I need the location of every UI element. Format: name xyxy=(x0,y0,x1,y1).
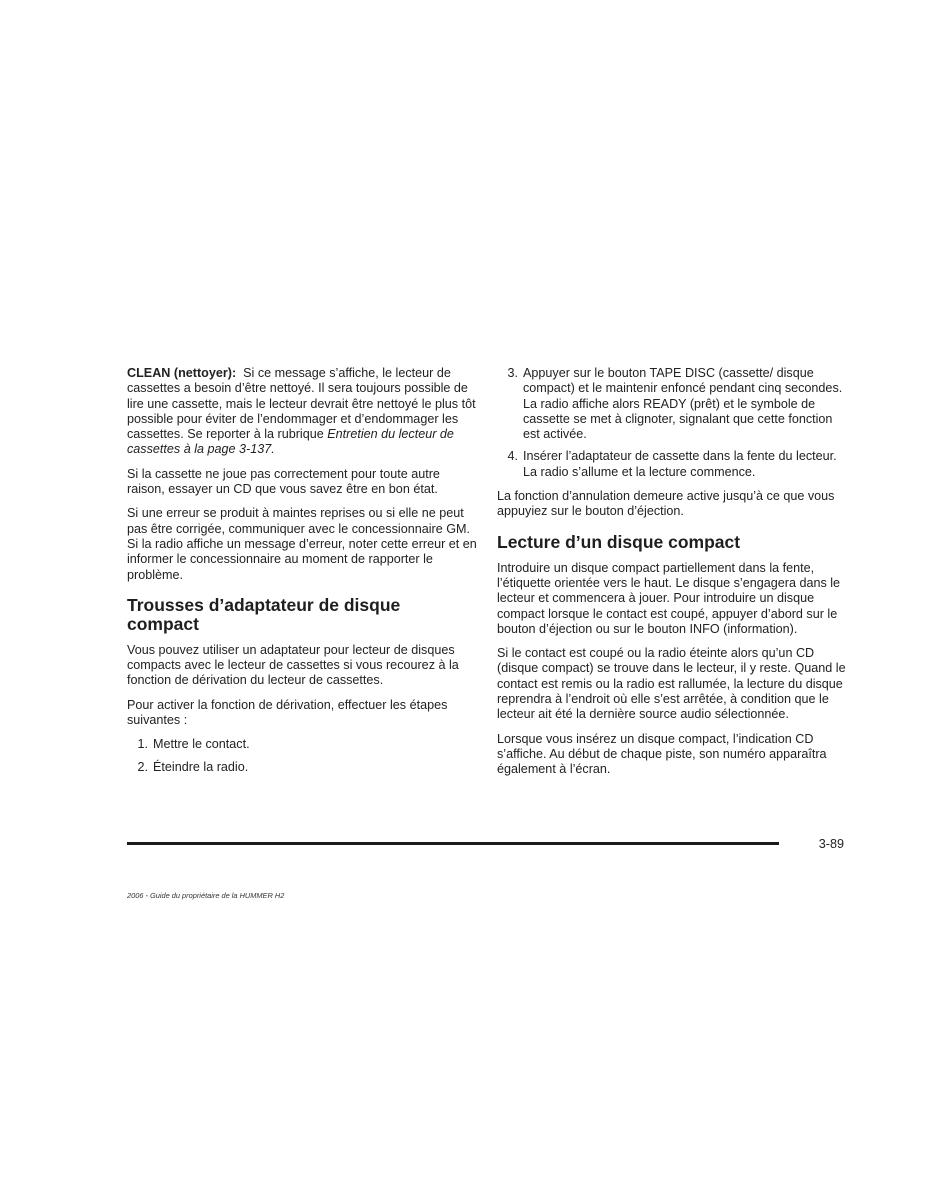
cancel-paragraph: La fonction d’annulation demeure active jusqu’à ce que vous appuyiez sur le bouton d’éjection. xyxy=(497,489,835,519)
adapter-paragraph: Vous pouvez utiliser un adaptateur pour lecteur de disques compacts avec le lecteur de cassettes si vous recourez à la fonction de dérivation du lecteur de cassettes. xyxy=(127,642,459,688)
error-paragraph: Si une erreur se produit à maintes reprises ou si elle ne peut pas être corrigée, communiquer avec le concessionnaire GM. Si la radio affiche un message d’erreur, noter cette erreur et en informer le concessionnaire au moment de rapporter le problème. xyxy=(127,506,477,582)
steps-list-right xyxy=(497,366,852,480)
left-column xyxy=(127,366,477,784)
page-divider xyxy=(127,842,779,845)
step-text: Appuyer sur le bouton TAPE DISC (cassette/ disque compact) et le maintenir enfoncé pendant cinq secondes. La radio affiche alors READY (prêt) et le symbole de cassette se met à clignoter, signalant que cette fonction est activée. xyxy=(523,366,843,442)
clean-paragraph xyxy=(127,366,477,458)
page-number: 3-89 xyxy=(818,837,844,851)
step-number: 3. xyxy=(507,366,518,380)
step-number: 2. xyxy=(137,759,148,774)
display-paragraph: Lorsque vous insérez un disque compact, l’indication CD s’affiche. Au début de chaque piste, son numéro apparaîtra également à l’écran. xyxy=(497,731,827,777)
step-text: Insérer l’adaptateur de cassette dans la fente du lecteur. La radio s’allume et la lecture commence. xyxy=(523,449,837,479)
step-text: Éteindre la radio. xyxy=(153,759,249,774)
step-number: 4. xyxy=(507,449,518,464)
step-text: Mettre le contact. xyxy=(153,737,250,752)
list-item xyxy=(127,760,477,775)
list-item xyxy=(127,737,477,752)
page-footer: 2006 - Guide du propriétaire de la HUMMER H2 xyxy=(127,891,285,900)
resume-paragraph: Si le contact est coupé ou la radio éteinte alors qu’un CD (disque compact) se trouve dans le lecteur, il y reste. Quand le contact est remis ou la radio est rallumée, la lecture du disque reprendra à l’endroit où elle s’est arrêtée, à condition que le lecteur ait été la dernière source audio sélectionnée. xyxy=(497,646,846,722)
section-heading-adapter: Trousses d’adaptateur de disque compact xyxy=(127,594,401,634)
list-item xyxy=(497,366,852,442)
insert-paragraph: Introduire un disque compact partiellement dans la fente, l’étiquette orientée vers le haut. Le disque s’engagera dans le lecteur et commencera à jouer. Pour introduire un disque compact lorsque le contact est coupé, appuyer d’abord sur le bouton d’éjection ou sur le bouton INFO (information). xyxy=(497,560,841,636)
clean-reference: Entretien du lecteur de cassettes à la page 3-137. xyxy=(127,427,454,457)
clean-text: Si ce message s’affiche, le lecteur de cassettes a besoin d’être nettoyé. Il sera toujours possible de lire une cassette, mais le lecteur devrait être nettoyé le plus tôt possible pour éviter de l’endommager et d’endommager les cassettes. Se reporter à la rubrique xyxy=(127,366,476,442)
cassette-paragraph: Si la cassette ne joue pas correctement pour toute autre raison, essayer un CD que vous savez être en bon état. xyxy=(127,466,440,497)
right-column xyxy=(497,366,852,787)
step-number: 1. xyxy=(137,737,148,752)
steps-list-left xyxy=(127,737,477,775)
bypass-paragraph: Pour activer la fonction de dérivation, effectuer les étapes suivantes : xyxy=(127,697,448,728)
section-heading-cd: Lecture d’un disque compact xyxy=(497,531,741,552)
clean-label: CLEAN (nettoyer): xyxy=(127,366,237,380)
list-item xyxy=(497,449,852,480)
